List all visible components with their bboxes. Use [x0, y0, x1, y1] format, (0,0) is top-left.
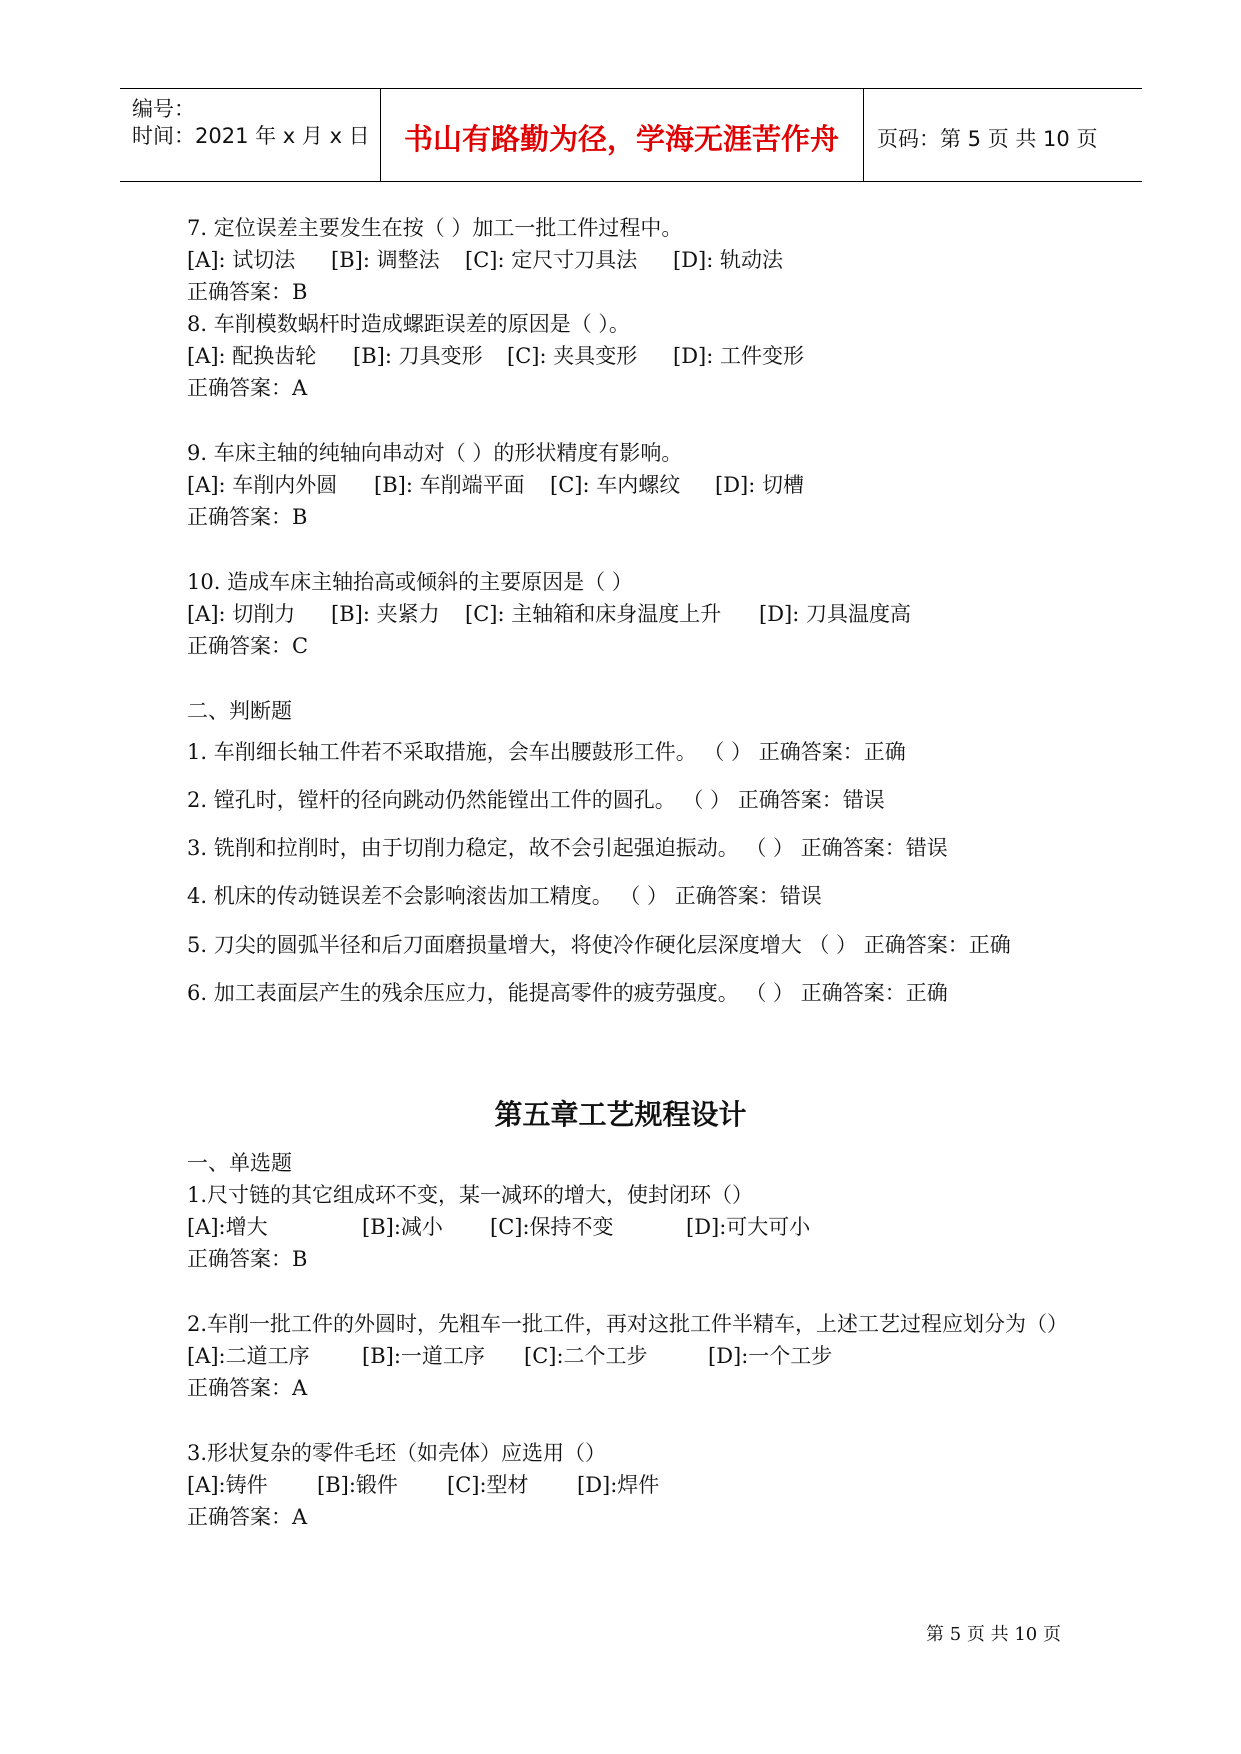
question-7-text: 7. 定位误差主要发生在按（ ）加工一批工件过程中。 [187, 216, 683, 240]
header-page-info: 页码：第 5 页 共 10 页 [877, 127, 1098, 151]
question-9-text: 9. 车床主轴的纯轴向串动对（ ）的形状精度有影响。 [187, 441, 683, 465]
ch5-question-3-text: 3.形状复杂的零件毛坯（如壳体）应选用（） [187, 1441, 607, 1465]
time-label: 时间：2021 年 x 月 x 日 [132, 124, 370, 148]
q7-answer: 正确答案：B [187, 280, 308, 304]
ch5-q2-option-a: [A]:二道工序 [187, 1344, 310, 1368]
ch5-q1-option-a: [A]:增大 [187, 1215, 268, 1239]
q7-option-d: [D]: 轨动法 [673, 248, 783, 272]
ch5-q1-option-b: [B]:减小 [362, 1215, 443, 1239]
ch5-q1-answer: 正确答案：B [187, 1247, 308, 1271]
q8-option-d: [D]: 工件变形 [673, 344, 804, 368]
single-choice-section-title: 一、单选题 [187, 1151, 292, 1175]
judge-item-3: 3. 铣削和拉削时，由于切削力稳定，故不会引起强迫振动。 （ ） 正确答案：错误 [187, 836, 948, 860]
q8-option-a: [A]: 配换齿轮 [187, 344, 317, 368]
q10-option-d: [D]: 刀具温度高 [759, 602, 911, 626]
q9-option-c: [C]: 车内螺纹 [550, 473, 681, 497]
ch5-q3-option-a: [A]:铸件 [187, 1473, 268, 1497]
q9-option-a: [A]: 车削内外圆 [187, 473, 338, 497]
q7-option-b: [B]: 调整法 [331, 248, 440, 272]
q8-option-c: [C]: 夹具变形 [507, 344, 638, 368]
q8-answer: 正确答案：A [187, 376, 308, 400]
q9-option-d: [D]: 切槽 [715, 473, 804, 497]
ch5-q2-answer: 正确答案：A [187, 1376, 308, 1400]
q7-option-a: [A]: 试切法 [187, 248, 296, 272]
judge-item-5: 5. 刀尖的圆弧半径和后刀面磨损量增大，将使冷作硬化层深度增大 （ ） 正确答案：正确 [187, 933, 1011, 957]
header-motto: 书山有路勤为径，学海无涯苦作舟 [403, 122, 839, 156]
q10-option-c: [C]: 主轴箱和床身温度上升 [465, 602, 722, 626]
ch5-q3-answer: 正确答案：A [187, 1505, 308, 1529]
ch5-q3-option-d: [D]:焊件 [577, 1473, 660, 1497]
page-footer: 第 5 页 共 10 页 [926, 1624, 1061, 1645]
page-header [120, 88, 1142, 182]
question-10-text: 10. 造成车床主轴抬高或倾斜的主要原因是（ ） [187, 570, 633, 594]
ch5-q3-option-c: [C]:型材 [447, 1473, 529, 1497]
chapter-title: 第五章工艺规程设计 [494, 1098, 747, 1131]
judge-item-4: 4. 机床的传动链误差不会影响滚齿加工精度。 （ ） 正确答案：错误 [187, 884, 822, 908]
q10-answer: 正确答案：C [187, 634, 309, 658]
header-middle-cell [380, 89, 864, 181]
question-8-text: 8. 车削模数蜗杆时造成螺距误差的原因是（ ）。 [187, 312, 630, 336]
judge-item-6: 6. 加工表面层产生的残余压应力，能提高零件的疲劳强度。 （ ） 正确答案：正确 [187, 981, 948, 1005]
ch5-q2-option-b: [B]:一道工序 [362, 1344, 485, 1368]
judge-section-title: 二、判断题 [187, 699, 292, 723]
ch5-question-2-text: 2.车削一批工件的外圆时，先粗车一批工件，再对这批工件半精车，上述工艺过程应划分为（） [187, 1312, 1069, 1336]
number-label: 编号： [132, 97, 195, 121]
q10-option-b: [B]: 夹紧力 [331, 602, 440, 626]
judge-item-2: 2. 镗孔时，镗杆的径向跳动仍然能镗出工件的圆孔。 （ ） 正确答案：错误 [187, 788, 885, 812]
header-right-cell [863, 89, 1142, 181]
q7-option-c: [C]: 定尺寸刀具法 [465, 248, 638, 272]
judge-item-1: 1. 车削细长轴工件若不采取措施，会车出腰鼓形工件。 （ ） 正确答案：正确 [187, 740, 906, 764]
q9-option-b: [B]: 车削端平面 [374, 473, 525, 497]
ch5-q2-option-d: [D]:一个工步 [708, 1344, 833, 1368]
ch5-q3-option-b: [B]:锻件 [317, 1473, 398, 1497]
q10-option-a: [A]: 切削力 [187, 602, 296, 626]
q9-answer: 正确答案：B [187, 505, 308, 529]
ch5-q1-option-d: [D]:可大可小 [686, 1215, 811, 1239]
ch5-q2-option-c: [C]:二个工步 [524, 1344, 648, 1368]
header-left-cell [120, 89, 381, 181]
ch5-q1-option-c: [C]:保持不变 [490, 1215, 614, 1239]
ch5-question-1-text: 1.尺寸链的其它组成环不变，某一减环的增大，使封闭环（） [187, 1183, 754, 1207]
q8-option-b: [B]: 刀具变形 [353, 344, 483, 368]
